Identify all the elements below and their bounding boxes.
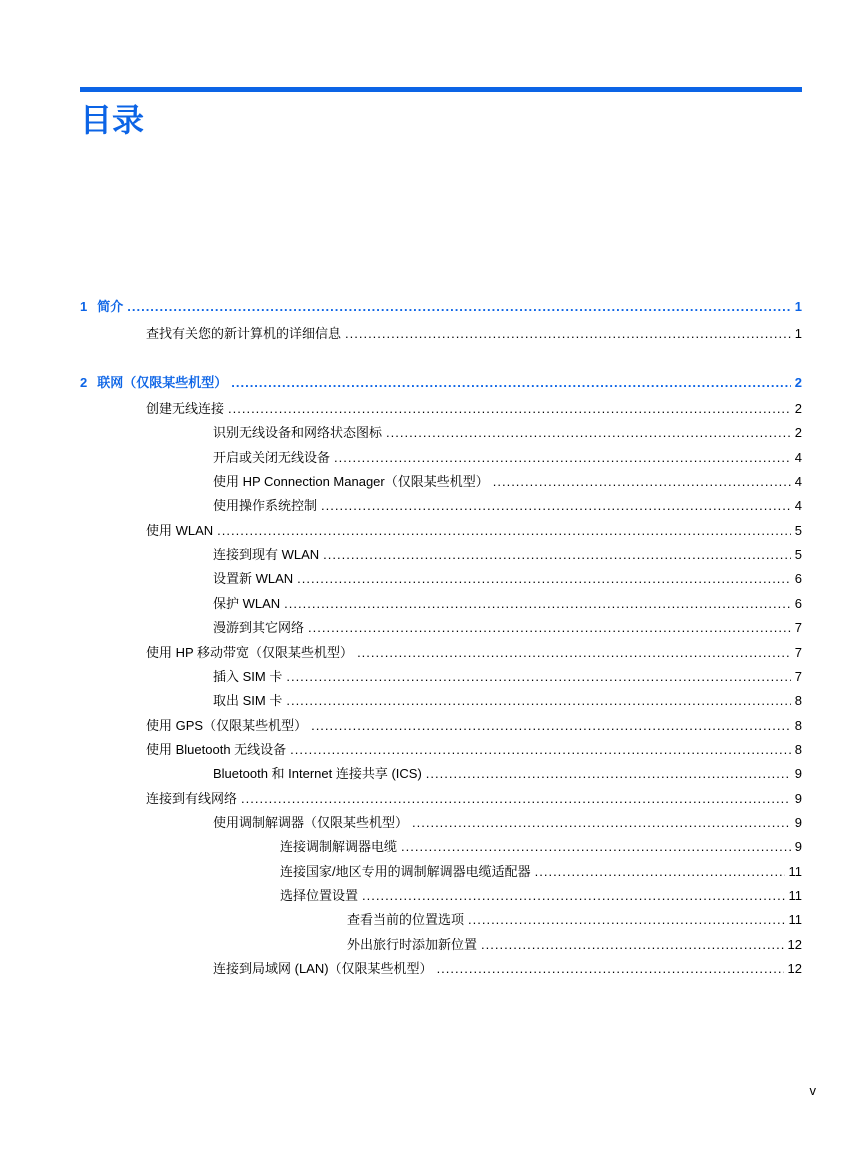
toc-entry-title: 查找有关您的新计算机的详细信息 — [146, 326, 342, 341]
toc-entry-title: 连接到局域网 (LAN)（仅限某些机型） — [213, 961, 433, 977]
toc-entry[interactable] — [213, 960, 802, 978]
toc-entry[interactable] — [213, 692, 802, 710]
dot-leader — [401, 838, 791, 856]
toc-entry-page-number: 11 — [788, 912, 802, 928]
page-title: 目录 — [80, 101, 145, 139]
dot-leader — [284, 595, 791, 613]
toc-entry-page-number: 5 — [794, 547, 802, 563]
toc-entry-title: 设置新 WLAN — [213, 571, 294, 587]
toc-entry-page-number: 8 — [794, 717, 802, 733]
toc-entry-page-number: 6 — [794, 595, 802, 611]
toc-entry-page-number: 11 — [788, 888, 802, 903]
toc-entry-page-number: 8 — [794, 741, 802, 757]
toc-entry-page-number: 6 — [794, 571, 802, 587]
dot-leader — [241, 790, 791, 808]
toc-entry-title: 连接调制解调器电缆 — [280, 839, 398, 855]
dot-leader — [334, 449, 791, 467]
toc-entry[interactable] — [213, 595, 802, 613]
toc-entry[interactable] — [347, 936, 802, 954]
dot-leader — [321, 497, 791, 515]
toc-entry-title: 保护 WLAN — [213, 595, 281, 611]
toc-entry[interactable] — [213, 546, 802, 564]
toc-entry-page-number: 9 — [794, 790, 802, 806]
toc-entry[interactable] — [280, 838, 802, 856]
toc-entry-title: 开启或关闭无线设备 — [213, 449, 331, 465]
toc-entry-title: 选择位置设置 — [280, 888, 359, 903]
toc-entry[interactable] — [213, 765, 802, 783]
toc-entry-page-number: 4 — [794, 474, 802, 490]
dot-leader — [286, 668, 790, 686]
toc-entry-page-number: 2 — [794, 401, 802, 416]
toc-entry-title: 使用操作系统控制 — [213, 498, 318, 514]
toc-chapter-1[interactable] — [80, 298, 802, 316]
toc-entry-title: 连接到有线网络 — [146, 790, 238, 806]
dot-leader — [311, 717, 791, 735]
toc-entry-page-number: 4 — [794, 449, 802, 465]
toc-entry-page-number: 4 — [794, 498, 802, 514]
toc-entry[interactable] — [146, 400, 802, 418]
toc-entry[interactable] — [146, 717, 802, 735]
toc-entry-page-number: 2 — [794, 425, 802, 441]
toc-entry-page-number: 7 — [794, 668, 802, 684]
dot-leader — [357, 644, 791, 662]
dot-leader — [481, 936, 784, 954]
toc-entry[interactable] — [146, 790, 802, 808]
chapter-page-number: 1 — [794, 299, 802, 314]
toc-entry[interactable] — [213, 570, 802, 588]
toc-entry[interactable] — [213, 497, 802, 515]
dot-leader — [437, 960, 784, 978]
toc-entry[interactable] — [146, 644, 802, 662]
chapter-title: 简介 — [97, 299, 124, 314]
title-rule — [80, 87, 802, 92]
dot-leader — [290, 741, 791, 759]
footer-page-number: v — [809, 1083, 816, 1098]
toc-entry-page-number: 12 — [787, 961, 802, 977]
dot-leader — [308, 619, 791, 637]
toc-entry[interactable] — [280, 887, 802, 905]
dot-leader — [231, 374, 791, 392]
toc-entry[interactable] — [280, 863, 802, 881]
toc-entry[interactable] — [213, 424, 802, 442]
toc-entry-page-number: 7 — [794, 620, 802, 636]
toc-entry-page-number: 7 — [794, 644, 802, 660]
dot-leader — [286, 692, 790, 710]
dot-leader — [323, 546, 791, 564]
toc-entry[interactable] — [146, 741, 802, 759]
dot-leader — [412, 814, 791, 832]
toc-entry-title: 识别无线设备和网络状态图标 — [213, 425, 383, 441]
toc-entry-title: 插入 SIM 卡 — [213, 668, 283, 684]
toc-entry-title: 创建无线连接 — [146, 401, 225, 416]
toc-entry-title: 连接到现有 WLAN — [213, 547, 320, 563]
toc-entry-title: 查看当前的位置选项 — [347, 912, 465, 928]
toc-entry-page-number: 9 — [794, 814, 802, 830]
toc-entry[interactable] — [213, 668, 802, 686]
toc-entry-title: 漫游到其它网络 — [213, 620, 305, 636]
dot-leader — [127, 298, 791, 316]
toc-entry-page-number: 11 — [788, 863, 802, 879]
chapter-number: 1 — [80, 299, 88, 314]
chapter-number: 2 — [80, 375, 88, 390]
dot-leader — [468, 911, 784, 929]
toc-entry-page-number: 1 — [794, 326, 802, 341]
dot-leader — [217, 522, 791, 540]
dot-leader — [535, 863, 785, 881]
toc-entry[interactable] — [146, 522, 802, 540]
dot-leader — [228, 400, 791, 418]
toc-entry-page-number: 8 — [794, 693, 802, 709]
toc-entry-title: 取出 SIM 卡 — [213, 693, 283, 709]
toc-entry[interactable] — [213, 814, 802, 832]
toc-entry-title: 使用调制解调器（仅限某些机型） — [213, 814, 409, 830]
toc-entry[interactable] — [213, 449, 802, 467]
toc-entry[interactable] — [213, 619, 802, 637]
toc-entry-title: 使用 Bluetooth 无线设备 — [146, 741, 287, 757]
dot-leader — [297, 570, 791, 588]
toc-entry[interactable] — [146, 325, 802, 343]
toc-entry-page-number: 5 — [794, 522, 802, 538]
toc-entry-page-number: 9 — [794, 766, 802, 782]
chapter-page-number: 2 — [794, 375, 802, 390]
toc-entry-title: 外出旅行时添加新位置 — [347, 936, 478, 952]
toc-entry-title: 连接国家/地区专用的调制解调器电缆适配器 — [280, 863, 531, 879]
dot-leader — [345, 325, 791, 343]
dot-leader — [493, 473, 791, 491]
dot-leader — [362, 887, 784, 905]
toc-entry-page-number: 12 — [787, 936, 802, 952]
toc-entry-title: 使用 WLAN — [146, 522, 214, 538]
toc-entry-title: Bluetooth 和 Internet 连接共享 (ICS) — [213, 766, 422, 782]
toc-chapter-2[interactable] — [80, 374, 802, 392]
toc-entry[interactable] — [213, 473, 802, 491]
toc-entry[interactable] — [347, 911, 802, 929]
toc-entry-title: 使用 HP Connection Manager（仅限某些机型） — [213, 474, 489, 490]
dot-leader — [426, 765, 791, 783]
toc-entry-title: 使用 HP 移动带宽（仅限某些机型） — [146, 644, 354, 660]
dot-leader — [386, 424, 791, 442]
toc-entry-title: 使用 GPS（仅限某些机型） — [146, 717, 308, 733]
chapter-title: 联网（仅限某些机型） — [97, 375, 228, 390]
toc-entry-page-number: 9 — [794, 839, 802, 855]
